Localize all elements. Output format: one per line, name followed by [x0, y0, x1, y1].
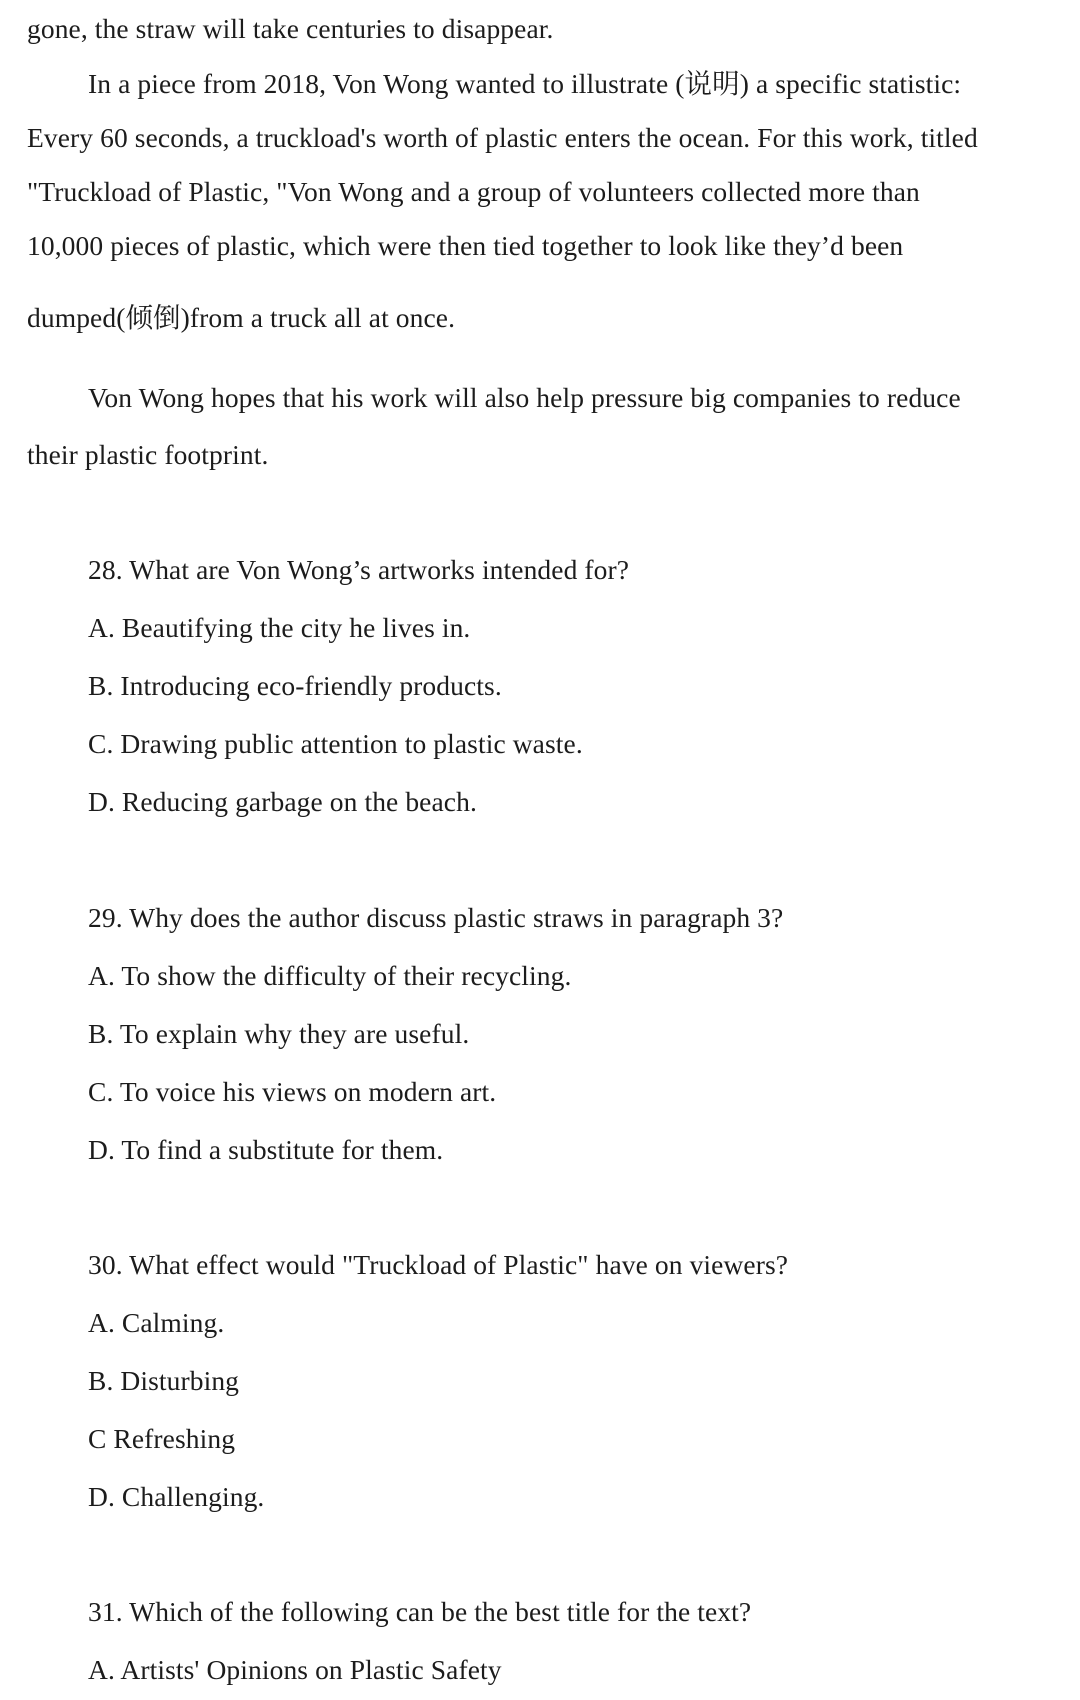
question-30-option-d: D. Challenging.	[88, 1481, 265, 1512]
question-29-option-b: B. To explain why they are useful.	[88, 1018, 470, 1049]
question-31-option-a: A. Artists' Opinions on Plastic Safety	[88, 1654, 502, 1685]
question-28-option-d: D. Reducing garbage on the beach.	[88, 786, 477, 817]
question-28-option-c: C. Drawing public attention to plastic waste.	[88, 728, 583, 759]
question-30-option-b: B. Disturbing	[88, 1365, 240, 1396]
passage-line-8: their plastic footprint.	[27, 439, 269, 470]
question-30-option-c: C Refreshing	[88, 1423, 236, 1454]
passage-line-4: "Truckload of Plastic, "Von Wong and a group of volunteers collected more than	[27, 176, 920, 207]
question-29-option-d: D. To find a substitute for them.	[88, 1134, 444, 1165]
question-29-option-a: A. To show the difficulty of their recycling.	[88, 960, 572, 991]
question-30-stem: 30. What effect would "Truckload of Plastic" have on viewers?	[88, 1249, 789, 1280]
question-30-option-a: A. Calming.	[88, 1307, 225, 1338]
passage-line-7: Von Wong hopes that his work will also help pressure big companies to reduce	[88, 382, 961, 413]
question-31-stem: 31. Which of the following can be the best title for the text?	[88, 1596, 752, 1627]
question-28-stem: 28. What are Von Wong’s artworks intended for?	[88, 554, 630, 585]
passage-line-5: 10,000 pieces of plastic, which were then tied together to look like they’d been	[27, 230, 904, 261]
passage-line-2: In a piece from 2018, Von Wong wanted to illustrate (说明) a specific statistic:	[88, 68, 962, 99]
question-28-option-a: A. Beautifying the city he lives in.	[88, 612, 471, 643]
passage-line-3: Every 60 seconds, a truckload's worth of plastic enters the ocean. For this work, titled	[27, 122, 978, 153]
passage-line-6: dumped(倾倒)from a truck all at once.	[27, 302, 456, 333]
passage-line-1: gone, the straw will take centuries to disappear.	[27, 13, 554, 44]
question-28-option-b: B. Introducing eco-friendly products.	[88, 670, 502, 701]
question-29-option-c: C. To voice his views on modern art.	[88, 1076, 497, 1107]
question-29-stem: 29. Why does the author discuss plastic straws in paragraph 3?	[88, 902, 784, 933]
